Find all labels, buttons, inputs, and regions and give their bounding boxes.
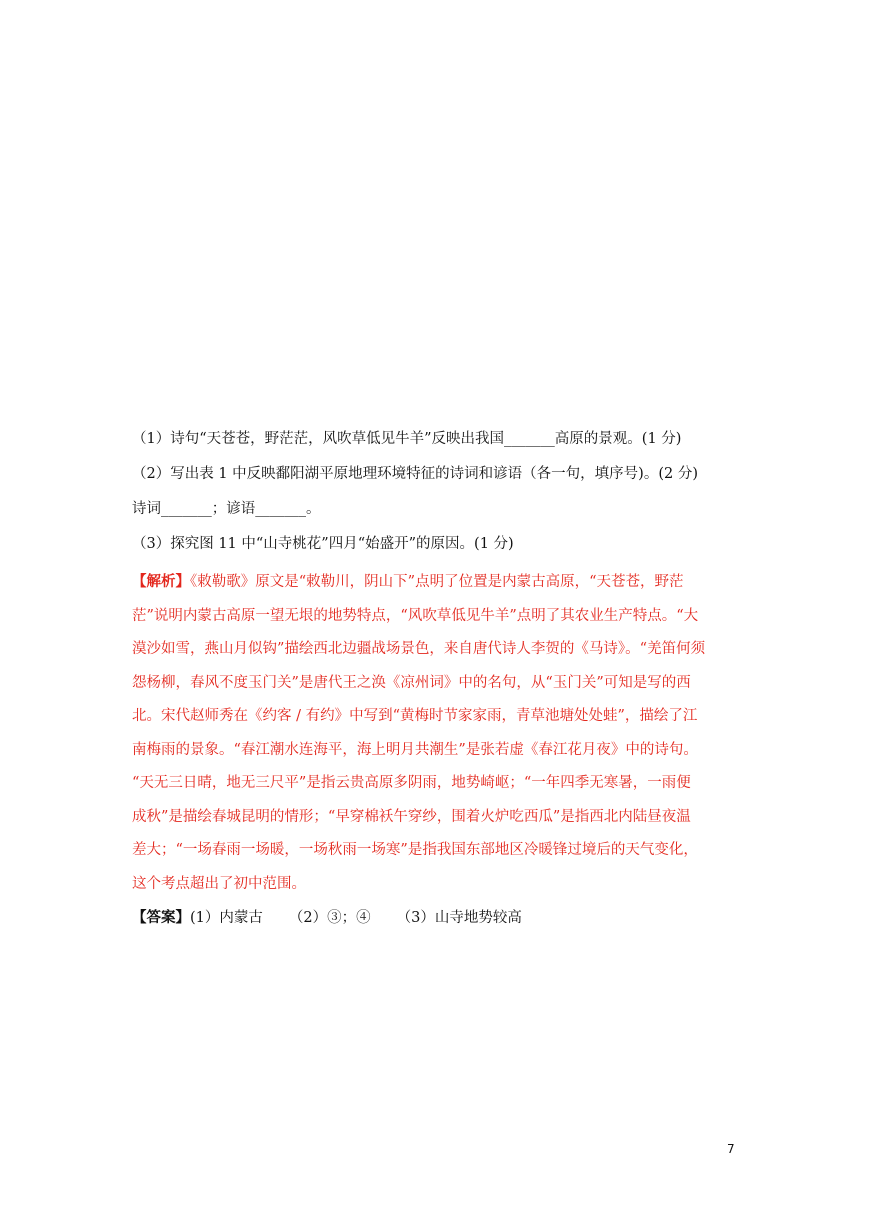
answer-line xyxy=(132,907,522,929)
answer-tag: 【答案】 xyxy=(132,909,190,926)
question-2-blanks: 诗词_______；谚语_______。 xyxy=(132,501,321,517)
analysis-block xyxy=(132,565,742,901)
analysis-line: 南梅雨的景象。“春江潮水连海平，海上明月共潮生”是张若虚《春江花月夜》中的诗句。 xyxy=(132,741,698,758)
analysis-line: 北。宋代赵师秀在《约客 / 有约》中写到“黄梅时节家家雨，青草池塘处处蛙”，描绘了江 xyxy=(132,708,698,724)
analysis-text: 《敕勒歌》原文是“敕勒川，阴山下”点明了位置是内蒙古高原，“天苍苍，野茫 xyxy=(190,574,684,590)
analysis-tag: 【解析】 xyxy=(132,573,190,590)
analysis-line xyxy=(132,565,742,600)
question-1: （1）诗句“天苍苍，野茫茫，风吹草低见牛羊”反映出我国_______高原的景观。(1 分) xyxy=(132,431,682,447)
question-2: （2）写出表 1 中反映鄱阳湖平原地理环境特征的诗词和谚语（各一句，填序号)。(2 分) xyxy=(132,466,698,482)
analysis-line: 漠沙如雪，燕山月似钩”描绘西北边疆战场景色，来自唐代诗人李贺的《马诗》。“羌笛何须 xyxy=(132,641,706,657)
analysis-line: 茫”说明内蒙古高原一望无垠的地势特点，“风吹草低见牛羊”点明了其农业生产特点。“大 xyxy=(132,607,699,624)
answer-part-2: （2）③；④ xyxy=(288,910,371,926)
answer-part-3: （3）山寺地势较高 xyxy=(396,910,522,926)
analysis-line: 怨杨柳，春风不度玉门关”是唐代王之涣《凉州词》中的名句，从“玉门关”可知是写的西 xyxy=(132,674,691,691)
analysis-line: “天无三日晴，地无三尺平”是指云贵高原多阴雨，地势崎岖；“一年四季无寒暑，一雨便 xyxy=(132,775,691,791)
analysis-line: 差大；“一场春雨一场暖，一场秋雨一场寒”是指我国东部地区冷暖锋过境后的天气变化， xyxy=(132,842,698,858)
analysis-line: 这个考点超出了初中范围。 xyxy=(132,875,306,892)
analysis-line: 成秋”是描绘春城昆明的情形；“早穿棉袄午穿纱，围着火炉吃西瓜”是指西北内陆昼夜温 xyxy=(132,808,691,825)
answer-part-1: (1）内蒙古 xyxy=(190,910,263,926)
page-number: 7 xyxy=(727,1142,735,1156)
question-3: （3）探究图 11 中“山寺桃花”四月“始盛开”的原因。(1 分) xyxy=(132,536,514,552)
